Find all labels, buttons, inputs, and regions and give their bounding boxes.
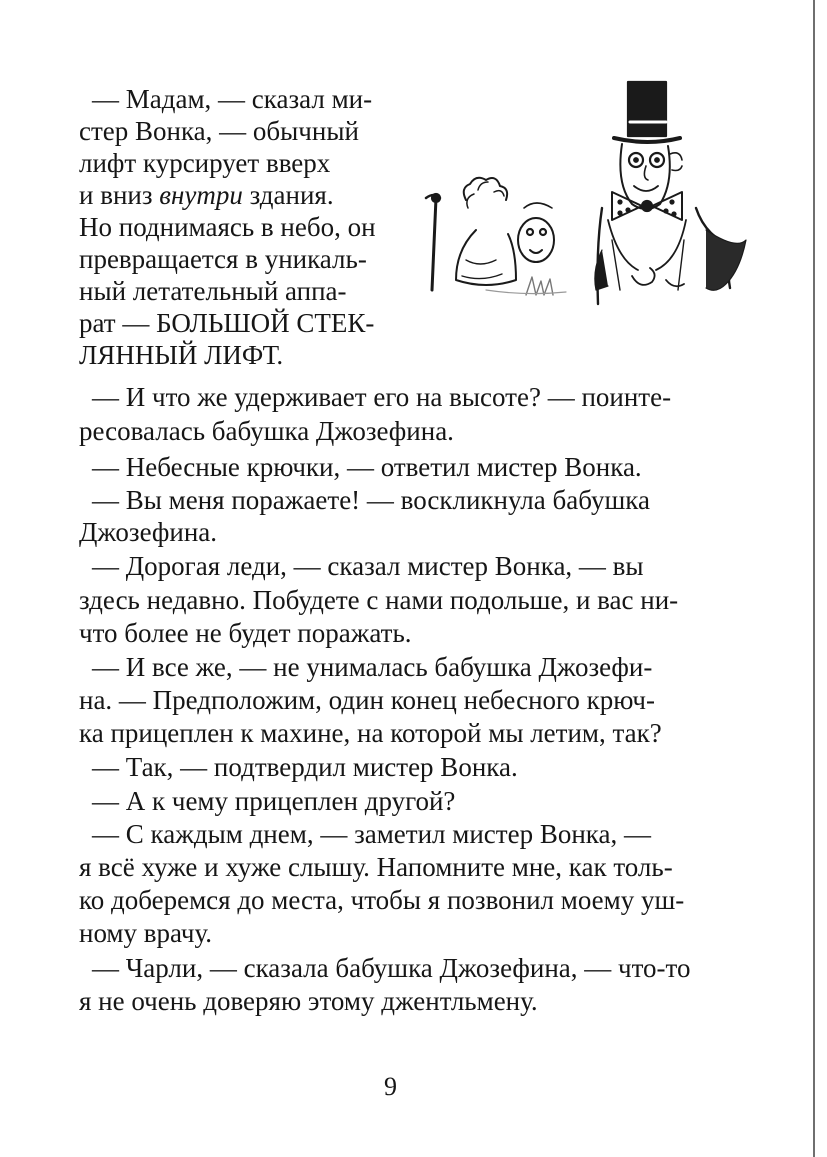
text-line: — А к чему прицеплен другой? xyxy=(92,786,456,816)
text-line: — И все же, — не унималась бабушка Джозефи- xyxy=(92,652,653,682)
text-line: — Небесные крючки, — ответил мистер Вонка. xyxy=(92,452,642,482)
text-line: ный летательный аппа- xyxy=(79,276,347,306)
text-line: стер Вонка, — обычный xyxy=(79,116,359,146)
text-line: лифт курсирует вверх xyxy=(79,148,331,178)
text-segment: здания. xyxy=(242,180,334,210)
text-line: я всё хуже и хуже слышу. Напомните мне, как толь- xyxy=(79,852,673,882)
text-line: — С каждым днем, — заметил мистер Вонка, — xyxy=(92,819,651,849)
text-line: — Чарли, — сказала бабушка Джозефина, — что-то xyxy=(92,953,691,983)
text-line: что более не будет поражать. xyxy=(79,618,412,648)
text-line: Но поднимаясь в небо, он xyxy=(79,212,376,242)
text-line xyxy=(79,182,334,209)
text-line: ка прицеплен к махине, на которой мы летим, так? xyxy=(79,718,662,748)
text-line: ресовалась бабушка Джозефина. xyxy=(79,416,454,446)
text-line: — Дорогая леди, — сказал мистер Вонка, — вы xyxy=(92,551,644,581)
text-line: на. — Предположим, один конец небесного крюч- xyxy=(79,685,656,715)
text-line: я не очень доверяю этому джентльмену. xyxy=(79,986,538,1016)
text-line: превращается в уникаль- xyxy=(79,244,367,274)
margin-strip xyxy=(819,0,827,1157)
text-line: — И что же удерживает его на высоте? — поинте- xyxy=(92,382,672,412)
text-line: Джозефина. xyxy=(79,517,218,547)
text-line: здесь недавно. Побудете с нами подольше, и вас ни- xyxy=(79,585,679,615)
text-line: ному врачу. xyxy=(79,918,213,948)
text-line: ЛЯННЫЙ ЛИФТ. xyxy=(79,340,284,370)
wonka-and-grandma-illustration xyxy=(406,80,756,330)
text-line: — Мадам, — сказал ми- xyxy=(92,84,373,114)
text-segment: и вниз xyxy=(79,180,160,210)
text-line: — Так, — подтвердил мистер Вонка. xyxy=(92,752,518,782)
page-number: 9 xyxy=(384,1072,397,1101)
page-edge xyxy=(813,0,815,1157)
text-line: — Вы меня поражаете! — воскликнула бабушка xyxy=(92,485,650,515)
text-line: рат — БОЛЬШОЙ СТЕК- xyxy=(79,308,375,338)
text-line: ко доберемся до места, чтобы я позвонил моему уш- xyxy=(79,885,685,915)
italic-word: внутри xyxy=(159,180,243,210)
